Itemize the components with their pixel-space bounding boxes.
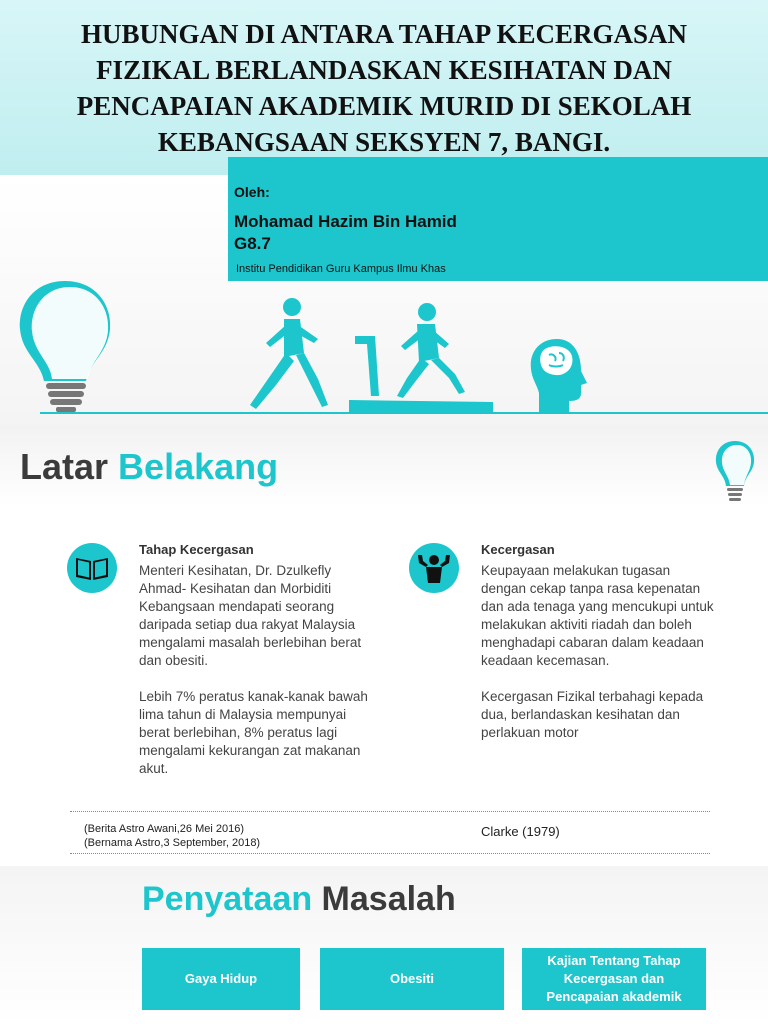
obesiti-button[interactable]: Obesiti: [320, 948, 504, 1010]
title-line-3: PENCAPAIAN AKADEMIK MURID DI SEKOLAH: [76, 91, 692, 121]
author-code: G8.7: [234, 234, 271, 253]
reference-1: (Berita Astro Awani,26 Mei 2016): [84, 823, 244, 835]
kajian-button[interactable]: Kajian Tentang Tahap Kecergasan dan Pencapaian akademik: [522, 948, 706, 1010]
author-box: [228, 157, 768, 281]
left-paragraph-1: Menteri Kesihatan, Dr. Dzulkefly Ahmad- Kesihatan dan Morbiditi Kebangsaan mendapati seorang daripada setiap dua rakyat Malaysia mengalami masalah berlebihan berat dan obesiti.: [139, 563, 362, 668]
treadmill-icon: [345, 300, 495, 418]
author-name: Mohamad Hazim Bin Hamid: [234, 212, 457, 231]
left-paragraph-2: Lebih 7% peratus kanak-kanak bawah lima tahun di Malaysia mempunyai berat berlebihan, 8% peratus lagi mengalami kekurangan zat makanan akut.: [139, 689, 368, 776]
right-paragraph-2: Kecergasan Fizikal terbahagi kepada dua, berlandaskan kesihatan dan perlakuan motor: [481, 689, 704, 740]
right-reference: Clarke (1979): [481, 824, 560, 839]
divider-line: [40, 412, 768, 414]
left-heading: Tahap Kecergasan: [139, 542, 254, 557]
left-references: [84, 822, 260, 850]
right-paragraph-1: Keupayaan melakukan tugasan dengan cekap tanpa rasa kepenatan dan ada tenaga yang mencukupi untuk melakukan aktiviti riadah dan boleh menghadapi cabaran dalam keadaan keadaan kecemasan.: [481, 563, 714, 668]
background-title: [20, 446, 278, 488]
title-line-1: HUBUNGAN DI ANTARA TAHAP KECERGASAN: [80, 19, 688, 49]
gaya-hidup-button[interactable]: Gaya Hidup: [142, 948, 300, 1010]
author-by-label: Oleh:: [234, 184, 270, 200]
left-text: [139, 562, 369, 796]
title-line-4: KEBANGSAAN SEKSYEN 7, BANGI.: [157, 127, 611, 157]
small-lightbulb-icon: [712, 438, 758, 504]
references-divider-top: [70, 811, 710, 812]
author-institution: Institu Pendidikan Guru Kampus Ilmu Khas: [236, 263, 446, 275]
problem-title: [142, 880, 456, 919]
problem-title-part2: Masalah: [321, 880, 456, 918]
poster-title: [0, 16, 768, 160]
right-heading: Kecergasan: [481, 542, 555, 557]
right-text: [481, 562, 716, 760]
problem-title-part1: Penyataan: [142, 880, 313, 918]
references-divider-bottom: [70, 853, 710, 854]
runner-icon: [240, 295, 330, 415]
background-title-part1: Latar: [20, 446, 109, 487]
lightbulb-icon: [10, 275, 120, 415]
strongman-icon: [409, 543, 459, 593]
background-title-part2: Belakang: [118, 446, 279, 487]
book-icon: [67, 543, 117, 593]
title-line-2: FIZIKAL BERLANDASKAN KESIHATAN DAN: [96, 55, 672, 85]
brain-head-icon: [525, 335, 595, 415]
reference-2: (Bernama Astro,3 September, 2018): [84, 837, 261, 849]
